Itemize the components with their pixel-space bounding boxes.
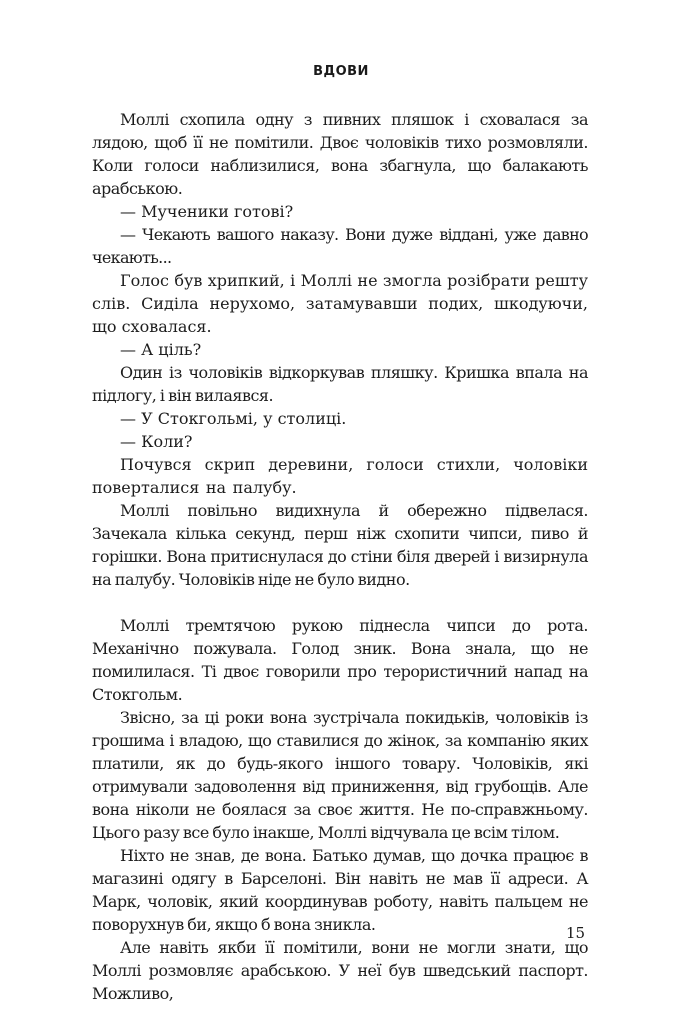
- section-break: [92, 591, 588, 614]
- paragraph: Звісно, за ці роки вона зустрічала покидьків, чоловіків із грошима і владою, що ставилися до жінок, за компанію яких платили, як до будь-якого іншого товару. Чоловіків, які отримували задоволення від приниження, від грубощів. Але вона ніколи не боялася за своє життя. Не по-справжньому. Цього разу все було інакше, Моллі відчувала це всім тілом.: [92, 708, 588, 842]
- paragraph: Один із чоловіків відкоркував пляшку. Кришка впала на підлогу, і він вилаявся.: [92, 363, 588, 405]
- page-number: 15: [566, 924, 586, 942]
- paragraph: — Мученики готові?: [120, 202, 294, 221]
- paragraph: Моллі повільно видихнула й обережно підвелася. Зачекала кілька секунд, перш ніж схопити чипси, пиво й горішки. Вона притиснулася до стіни біля дверей і визирнула на палубу. Чоловіків ніде не було видно.: [92, 501, 588, 589]
- paragraph: Почувся скрип деревини, голоси стихли, чоловіки поверталися на палубу.: [92, 455, 588, 497]
- paragraph: — А ціль?: [120, 340, 202, 359]
- paragraph: — Коли?: [120, 432, 193, 451]
- running-head: ВДОВИ: [313, 64, 369, 79]
- paragraph: Моллі схопила одну з пивних пляшок і сховалася за лядою, щоб її не помітили. Двоє чоловіків тихо розмовляли. Коли голоси наблизилися, вона збагнула, що балакають арабською.: [92, 110, 588, 198]
- paragraph: Моллі тремтячою рукою піднесла чипси до рота. Механічно пожувала. Голод зник. Вона знала, що не помилилася. Ті двоє говорили про терористичний напад на Стокгольм.: [92, 616, 588, 704]
- paragraph: — У Стокгольмі, у столиці.: [120, 409, 347, 428]
- paragraph: Але навіть якби її помітили, вони не могли знати, що Моллі розмовляє арабською. У неї був шведський паспорт. Можливо,: [92, 938, 588, 1003]
- paragraph: — Чекають вашого наказу. Вони дуже віддані, уже давно чекають...: [92, 225, 588, 267]
- body-text: [92, 108, 588, 1005]
- paragraph: Голос був хрипкий, і Моллі не змогла розібрати решту слів. Сиділа нерухомо, затамувавши подих, шкодуючи, що сховалася.: [92, 271, 588, 336]
- paragraph: Ніхто не знав, де вона. Батько думав, що дочка працює в магазині одягу в Барселоні. Він навіть не мав її адреси. А Марк, чоловік, який координував роботу, навіть пальцем не поворухнув би, якщо б вона зникла.: [92, 846, 588, 934]
